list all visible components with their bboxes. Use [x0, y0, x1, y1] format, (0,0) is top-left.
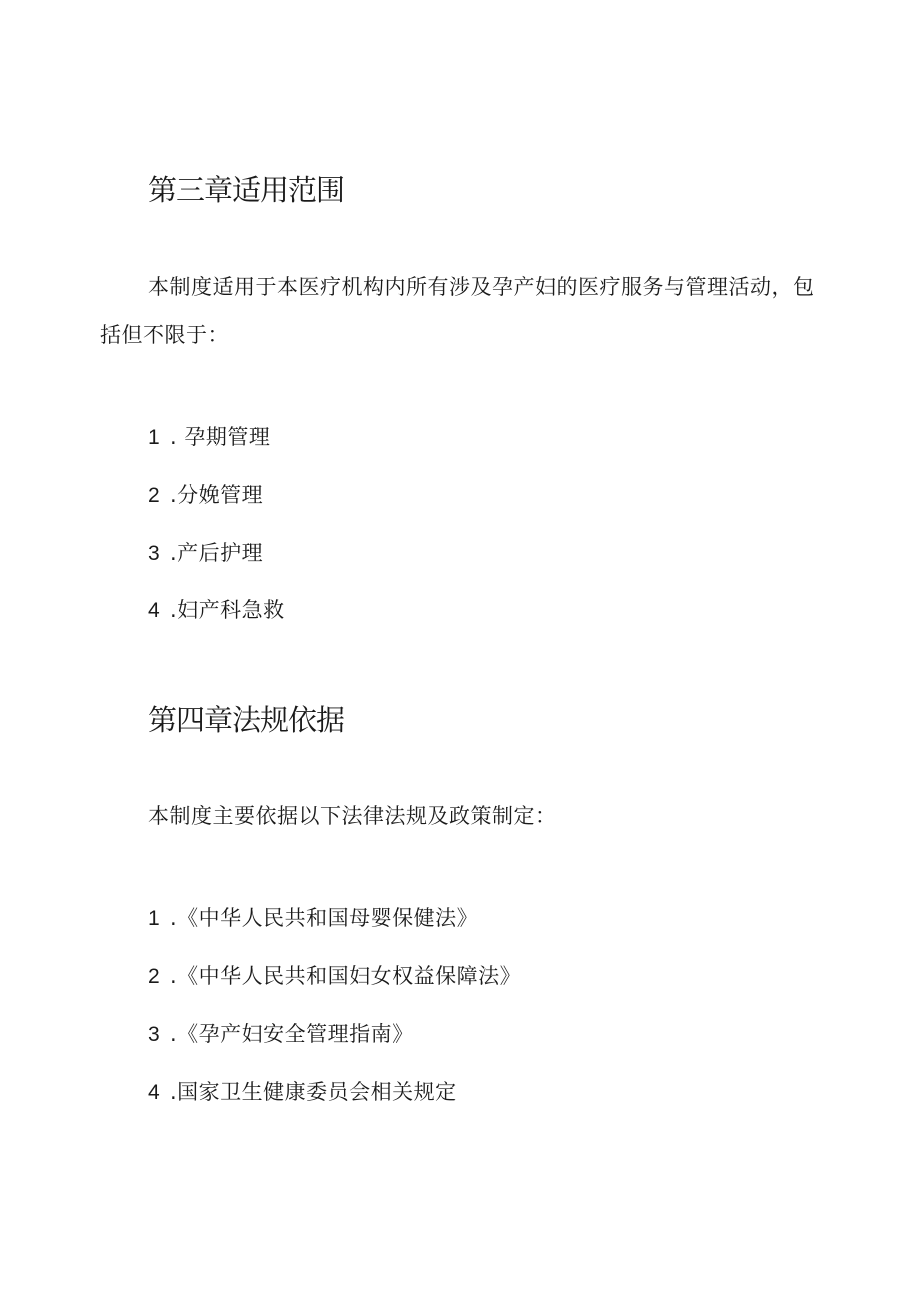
list-item-number: 3: [148, 1023, 160, 1046]
list-item: [148, 960, 521, 990]
list-item-number: 1: [148, 907, 160, 930]
chapter-3-heading: 第三章适用范围: [148, 173, 345, 207]
list-item: [148, 594, 285, 624]
list-item-text: .《孕产妇安全管理指南》: [170, 1022, 414, 1046]
list-item-text: .妇产科急救: [170, 598, 285, 622]
list-item-text: . 孕期管理: [170, 425, 271, 449]
chapter-3-intro-line-2: 括但不限于：: [100, 323, 229, 347]
list-item-number: 3: [148, 542, 160, 565]
list-item: [148, 479, 263, 509]
chapter-3-intro-line-1: 本制度适用于本医疗机构内所有涉及孕产妇的医疗服务与管理活动，包: [148, 275, 815, 299]
list-item: [148, 902, 478, 932]
list-item: [148, 537, 263, 567]
list-item: [148, 421, 270, 451]
list-item-text: .分娩管理: [170, 483, 264, 507]
list-item-number: 4: [148, 1081, 160, 1104]
list-item-text: .《中华人民共和国母婴保健法》: [170, 906, 479, 930]
list-item-number: 2: [148, 965, 160, 988]
list-item-number: 4: [148, 599, 160, 622]
list-item-text: .产后护理: [170, 541, 264, 565]
chapter-4-intro: 本制度主要依据以下法律法规及政策制定：: [148, 804, 557, 828]
list-item-number: 2: [148, 484, 160, 507]
list-item-text: .国家卫生健康委员会相关规定: [170, 1080, 457, 1104]
list-item: [148, 1018, 414, 1048]
chapter-4-heading: 第四章法规依据: [148, 703, 345, 737]
list-item-text: .《中华人民共和国妇女权益保障法》: [170, 964, 522, 988]
list-item-number: 1: [148, 426, 160, 449]
list-item: [148, 1076, 457, 1106]
